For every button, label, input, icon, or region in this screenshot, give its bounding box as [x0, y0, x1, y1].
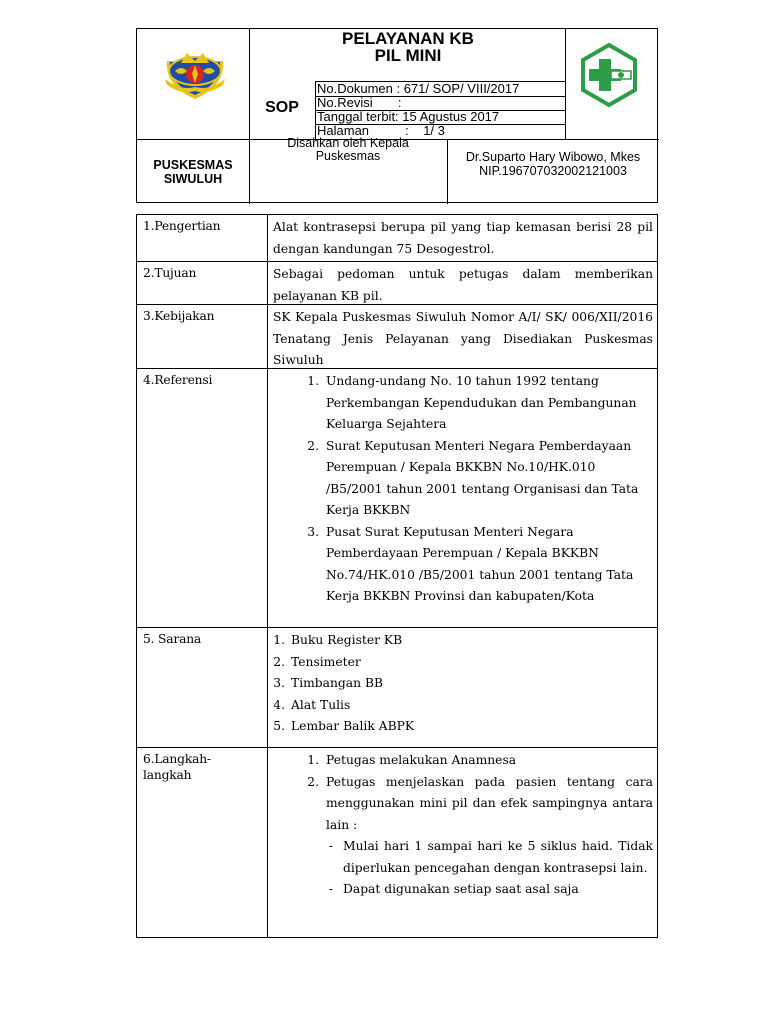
list-item: 3. Timbangan BB: [273, 676, 384, 690]
section-label: 5. Sarana: [137, 628, 268, 747]
signer-name: Dr.Suparto Hary Wibowo, Mkes: [465, 150, 641, 164]
approval-caption: Disahkan oleh Kepala Puskesmas: [287, 136, 409, 163]
steps-sublist: [319, 836, 653, 901]
signer-block: [447, 151, 659, 178]
equipment-list: [273, 630, 653, 738]
issue-date: Tanggal terbit: 15 Agustus 2017: [317, 109, 500, 124]
list-item: 2. Petugas menjelaskan pada pasien tentang cara menggunakan mini pil dan efek sampingnya antara lain :: [307, 774, 653, 832]
signer-nip: NIP.196707032002121003: [479, 163, 627, 178]
row-sarana: [137, 628, 657, 748]
list-item: 4. Alat Tulis: [273, 697, 351, 712]
section-text: SK Kepala Puskesmas Siwuluh Nomor A/I/ SK/ 006/XII/2016 Tenatang Jenis Pelayanan yang Disediakan Puskesmas Siwuluh: [273, 310, 653, 367]
row-pengertian: [137, 215, 657, 262]
row-referensi: [137, 369, 657, 628]
document-number: No.Dokumen : 671/ SOP/ VIII/2017: [317, 81, 520, 96]
section-label: 6.Langkah-langkah: [137, 748, 268, 937]
list-item: 2. Tensimeter: [273, 654, 361, 669]
section-label: 4.Referensi: [137, 369, 268, 627]
list-item: - Mulai hari 1 sampai hari ke 5 siklus haid. Tidak diperlukan pencegahan dengan kontrasepsi lain.: [328, 839, 653, 875]
revision-number: No.Revisi :: [317, 95, 402, 110]
puskesmas-logo: [577, 43, 641, 107]
section-label: 3.Kebijakan: [137, 305, 268, 368]
list-item: 1. Petugas melakukan Anamnesa: [307, 753, 517, 767]
list-item: 3. Pusat Surat Keputusan Menteri Negara Pemberdayaan Perempuan / Kepala BKKBN No.74/HK.010 /B5/2001 tahun 2001 tentang Tata Kerja BKKBN Provinsi dan kabupaten/Kota: [307, 524, 634, 603]
row-kebijakan: [137, 305, 657, 369]
sop-content-table: [136, 214, 658, 938]
sop-label: SOP: [265, 99, 299, 116]
list-item: 5. Lembar Balik ABPK: [273, 719, 415, 733]
list-item: - Dapat digunakan setiap saat asal saja: [328, 882, 579, 896]
list-item: 1. Buku Register KB: [273, 633, 403, 647]
section-text: Sebagai pedoman untuk petugas dalam memberikan pelayanan KB pil.: [273, 267, 653, 303]
section-label: 1.Pengertian: [137, 215, 268, 261]
reference-list: [273, 371, 653, 608]
section-label: 2.Tujuan: [137, 262, 268, 304]
section-text: Alat kontrasepsi berupa pil yang tiap kemasan berisi 28 pil dengan kandungan 75 Desogestrol.: [273, 220, 653, 256]
document-title: PELAYANAN KB PIL MINI: [342, 29, 474, 65]
row-tujuan: [137, 262, 657, 305]
sop-header: [136, 28, 658, 203]
list-item: 2. Surat Keputusan Menteri Negara Pemberdayaan Perempuan / Kepala BKKBN No.10/HK.010 /B5/2001 tahun 2001 tentang Organisasi dan Tata Kerja BKKBN: [307, 438, 639, 517]
regency-emblem-logo: [161, 41, 229, 101]
list-item: 1. Undang-undang No. 10 tahun 1992 tentang Perkembangan Kependudukan dan Pembangunan Keluarga Sejahtera: [307, 374, 637, 431]
steps-list: [273, 750, 653, 836]
organization-name: PUSKESMAS SIWULUH: [153, 157, 233, 186]
row-langkah: [137, 748, 657, 937]
page-number: Halaman : 1/ 3: [317, 123, 445, 138]
